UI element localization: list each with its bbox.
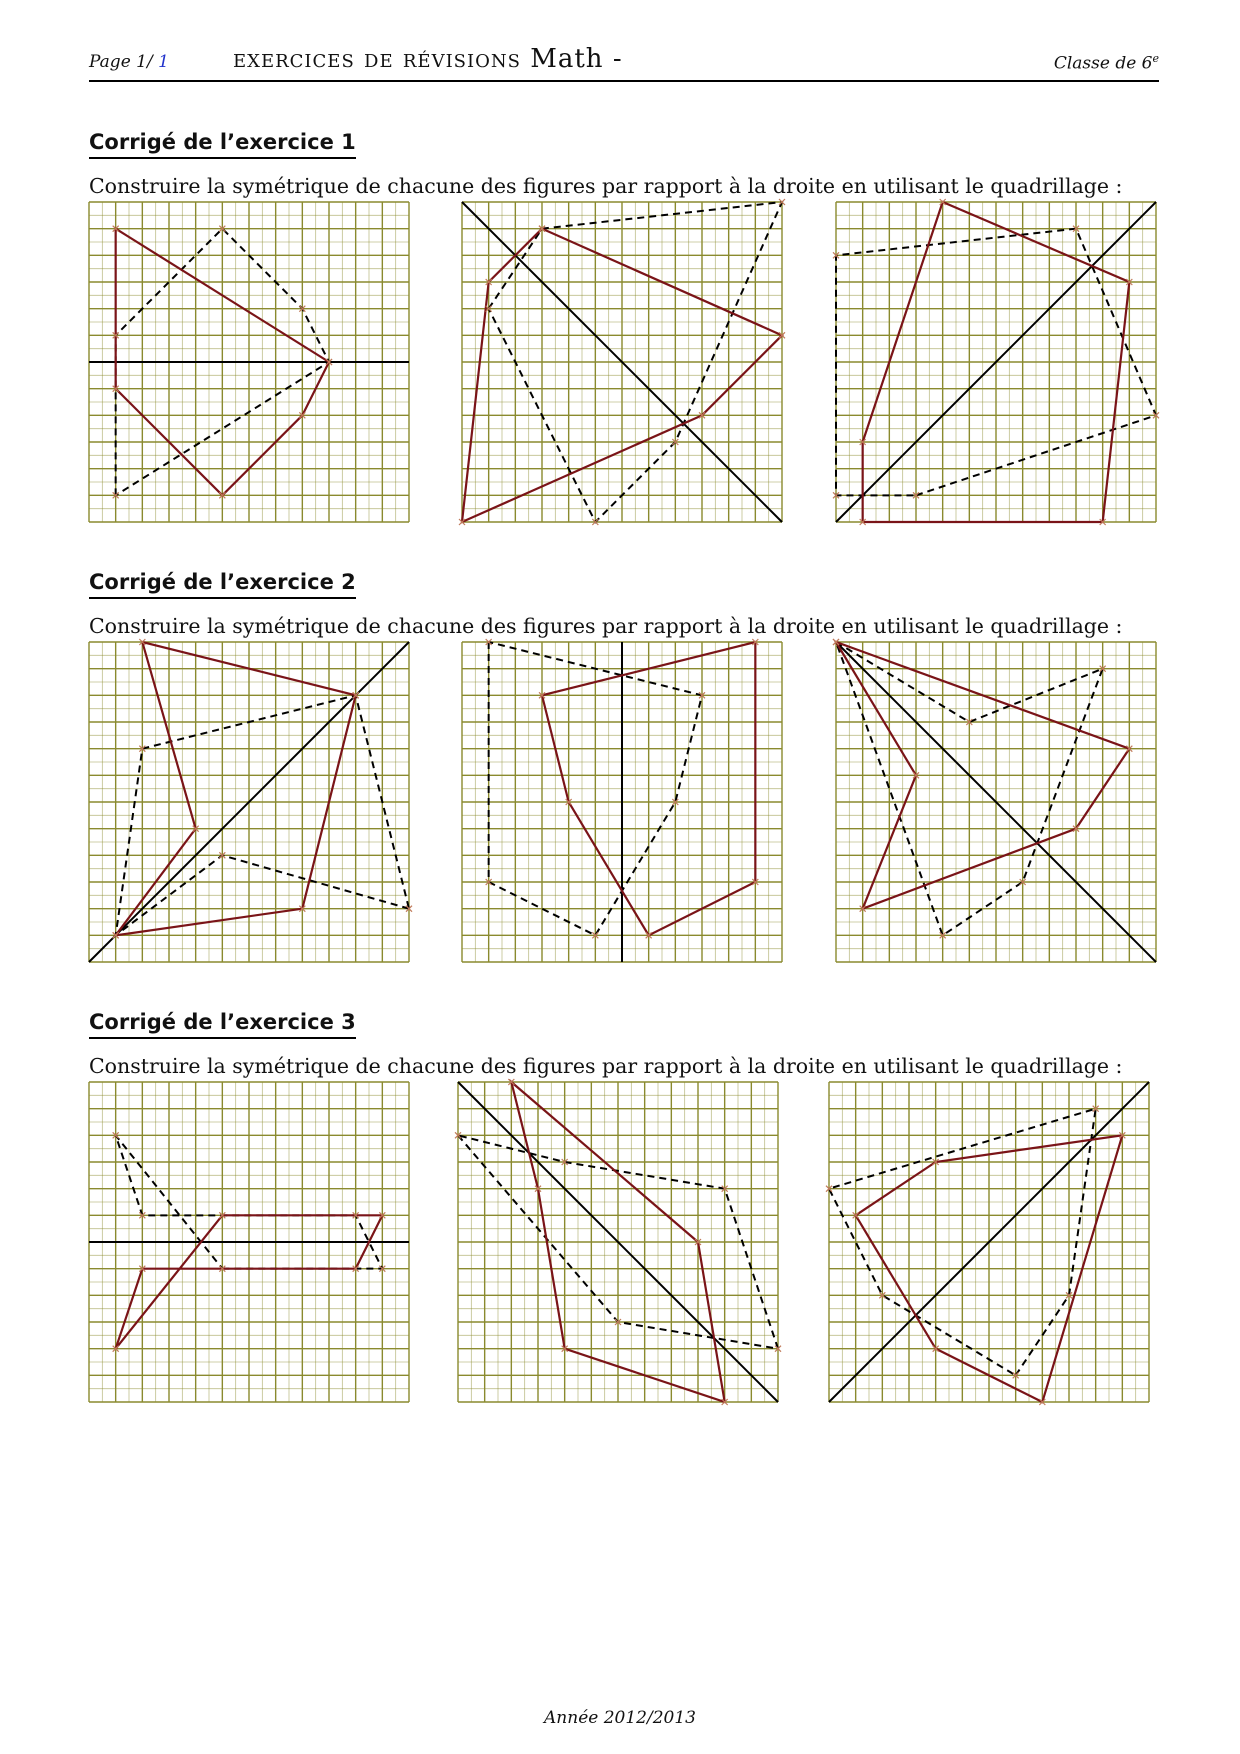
document-title: [233, 44, 623, 74]
class-text: Classe de 6: [1053, 53, 1153, 74]
exercise-3-figure-3: [829, 1082, 1149, 1402]
page-header: [89, 44, 1159, 82]
exercise-2-figure-1: [89, 642, 409, 962]
exercise-3-instruction: Construire la symétrique de chacune des figures par rapport à la droite en utilisant le quadrillage :: [89, 1054, 1123, 1078]
exercise-1-title: Corrigé de l’exercice 1: [89, 130, 356, 159]
exercise-3: [89, 1010, 1159, 1410]
exercise-1-instruction: Construire la symétrique de chacune des figures par rapport à la droite en utilisant le quadrillage :: [89, 174, 1123, 198]
exercise-2-figure-3: [836, 642, 1156, 962]
exercise-1: [89, 130, 1159, 530]
exercise-2: [89, 570, 1159, 970]
exercise-2-title: Corrigé de l’exercice 2: [89, 570, 356, 599]
exercise-3-title: Corrigé de l’exercice 3: [89, 1010, 356, 1039]
exercise-3-figure-2: [458, 1082, 778, 1402]
exercise-2-figure-2: [462, 642, 782, 962]
class-sup: e: [1152, 52, 1159, 65]
page-footer: Année 2012/2013: [544, 1708, 696, 1728]
exercise-2-instruction: Construire la symétrique de chacune des figures par rapport à la droite en utilisant le quadrillage :: [89, 614, 1123, 638]
exercise-1-figure-3: [836, 202, 1156, 522]
page-total-link[interactable]: 1: [158, 52, 169, 72]
exercise-1-figure-1: [89, 202, 409, 522]
title-subject: Math -: [530, 44, 623, 74]
title-main: exercices de révisions: [233, 44, 521, 74]
page-label: Page 1/: [89, 52, 153, 72]
page-number: [89, 52, 169, 72]
exercise-3-figure-1: [89, 1082, 409, 1402]
exercise-1-figure-2: [462, 202, 782, 522]
class-label: [1054, 52, 1159, 74]
